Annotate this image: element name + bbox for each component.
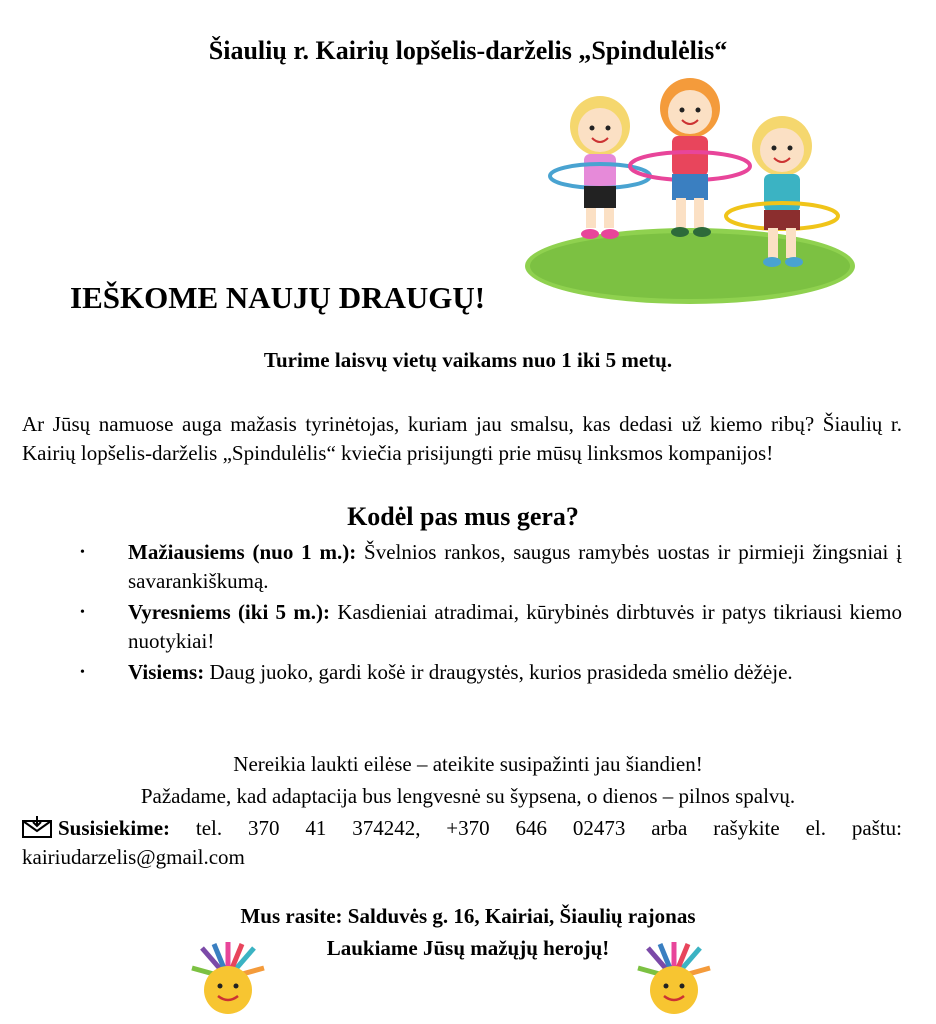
list-item: [80, 658, 902, 687]
list-item: [80, 598, 902, 656]
benefit-label: Mažiausiems (nuo 1 m.):: [128, 540, 357, 564]
benefits-list: [80, 538, 902, 689]
benefit-text: Švelnios rankos, saugus ramybės uostas ir pirmieji žingsniai į savarankiškumą.: [128, 540, 902, 593]
contact-label: Susisiekime:: [58, 816, 171, 840]
subheading: Turime laisvų vietų vaikams nuo 1 iki 5 metų.: [263, 348, 673, 372]
page-title: Šiaulių r. Kairių lopšelis-darželis „Spindulėlis“: [208, 36, 728, 65]
kid-left: [550, 96, 650, 239]
list-item: [80, 538, 902, 596]
contact-text: tel. 370 41 374242, +370 646 02473 arba rašykite el. paštu: kairiudarzelis@gmail.com: [22, 816, 902, 869]
benefit-label: Visiems:: [128, 660, 205, 684]
address: Mus rasite: Salduvės g. 16, Kairiai, Šiaulių rajonas: [240, 904, 696, 928]
sun-logo: [190, 940, 266, 1016]
sun-logo: [636, 940, 712, 1016]
cta-line-1: Nereikia laukti eilėse – ateikite susipažinti jau šiandien!: [233, 752, 703, 776]
bullet: •: [80, 665, 85, 680]
intro-paragraph: Ar Jūsų namuose auga mažasis tyrinėtojas, kuriam jau smalsu, kas dedasi už kiemo ribų? Šiaulių r. Kairių lopšelis-darželis „Spindulėlis“ kviečia prisijungti prie mūsų linksmos kompanijos!: [22, 412, 902, 465]
kids-hula-hoop-illustration: [520, 66, 860, 306]
bullet: •: [80, 545, 85, 560]
mail-icon: [22, 816, 52, 838]
welcome-line: Laukiame Jūsų mažųjų herojų!: [326, 936, 610, 960]
why-heading: Kodėl pas mus gera?: [347, 502, 579, 531]
kid-middle: [630, 78, 750, 237]
headline: IEŠKOME NAUJŲ DRAUGŲ!: [70, 280, 486, 315]
benefit-text: Kasdieniai atradimai, kūrybinės dirbtuvės ir patys tikriausi kiemo nuotykiai!: [128, 600, 903, 653]
contact-paragraph: [22, 814, 902, 872]
benefit-text: Daug juoko, gardi košė ir draugystės, kurios prasideda smėlio dėžėje.: [204, 660, 793, 684]
cta-line-2: Pažadame, kad adaptacija bus lengvesnė su šypsena, o dienos – pilnos spalvų.: [140, 784, 796, 808]
bullet: •: [80, 605, 85, 620]
benefit-label: Vyresniems (iki 5 m.):: [128, 600, 331, 624]
